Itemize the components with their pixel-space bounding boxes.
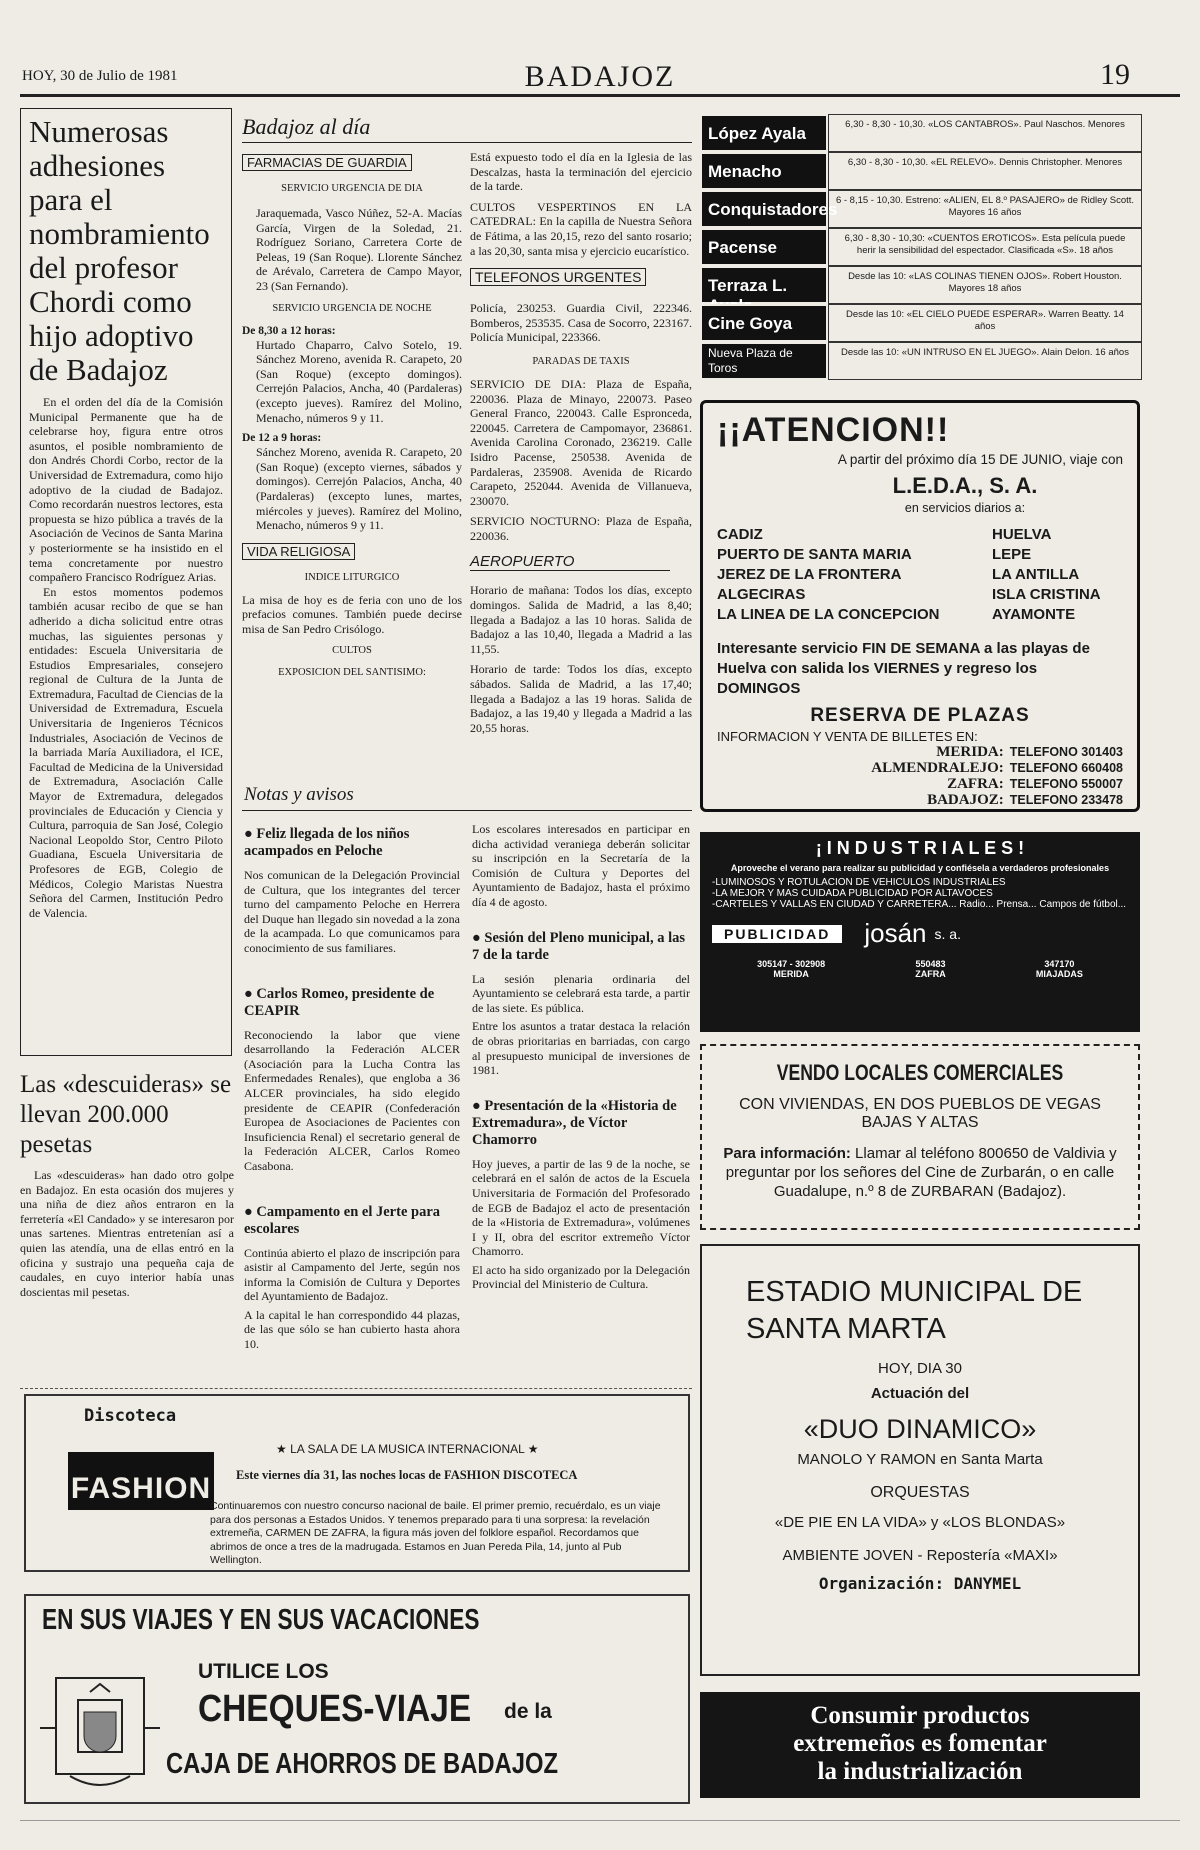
urgencia-noche: SERVICIO URGENCIA DE NOCHE — [272, 302, 432, 314]
cultos-col — [470, 150, 692, 735]
atencion-company: L.E.D.A., S. A. — [892, 473, 1038, 498]
estadio-org: Organización: DANYMEL — [818, 1574, 1022, 1593]
indice-text: La misa de hoy es de feria con uno de los prefacios comunes. También puede decirse misa de San Pedro Crisólogo. — [242, 592, 462, 636]
destination-city: CADIZ — [717, 526, 763, 543]
office-merida — [757, 959, 825, 979]
phone-number: TELEFONO 550007 — [1009, 777, 1123, 791]
urgencia-dia: SERVICIO URGENCIA DE DIA — [281, 183, 423, 194]
cheques-ad — [24, 1594, 690, 1804]
header-rule — [20, 94, 1180, 97]
industriales-l1: -LUMINOSOS Y ROTULACION DE VEHICULOS INDUSTRIALES — [712, 877, 1006, 888]
phone-row — [807, 744, 1123, 760]
bottom-rule — [20, 1820, 1180, 1821]
cheques-l4: CAJA DE AHORROS DE BADAJOZ — [166, 1748, 558, 1780]
aviso5-text-b: El acto ha sido organizado por la Delegación Provincial del Ministerio de Cultura. — [472, 1262, 690, 1292]
cinema-row — [700, 114, 1142, 152]
lead-title: Numerosas adhesiones para el nombramiento del profesor Chordi como hijo adoptivo de Badajoz — [29, 114, 210, 387]
publicidad-label: PUBLICIDAD — [712, 925, 842, 943]
phone-city: ALMENDRALEJO: — [871, 760, 1004, 776]
phone-row — [807, 792, 1123, 808]
aviso2-heading: ● Carlos Romeo, presidente de CEAPIR — [244, 985, 435, 1019]
cultos-heading: CULTOS — [332, 645, 372, 657]
estadio-bands: «DE PIE EN LA VIDA» y «LOS BLONDAS» — [774, 1514, 1066, 1531]
consumir-l1: Consumir productos — [810, 1702, 1030, 1729]
notas-rule — [242, 810, 692, 811]
destination-city: LA LINEA DE LA CONCEPCION — [717, 606, 940, 623]
josan-sa: s. a. — [934, 925, 961, 942]
estadio-duo: «DUO DINAMICO» — [803, 1414, 1037, 1444]
cinema-name: Conquistadores — [700, 190, 828, 228]
cinema-showtimes: Desde las 10: «LAS COLINAS TIENEN OJOS». Robert Houston. Mayores 18 años — [828, 266, 1142, 304]
cinema-row — [700, 342, 1142, 380]
seal-icon — [40, 1672, 160, 1796]
estadio-members: MANOLO Y RAMON en Santa Marta — [797, 1451, 1043, 1468]
discoteca-headline: ★ LA SALA DE LA MUSICA INTERNACIONAL ★ — [276, 1442, 539, 1456]
phone-number: TELEFONO 301403 — [1009, 745, 1123, 759]
indice-liturgico: INDICE LITURGICO — [304, 571, 400, 583]
office-miajadas-city: MIAJADAS — [1035, 969, 1083, 979]
header-city: BADAJOZ — [524, 60, 676, 93]
destination-city: AYAMONTE — [992, 606, 1076, 623]
phone-row — [807, 776, 1123, 792]
office-miajadas — [1036, 959, 1083, 979]
aviso2-heading-text: Carlos Romeo, presidente de CEAPIR — [244, 985, 435, 1019]
separator — [20, 1388, 692, 1389]
aviso4-heading: ● Sesión del Pleno municipal, a las 7 de la tarde — [472, 929, 686, 963]
locales-info — [718, 1144, 1122, 1201]
cinema-showtimes: 6,30 - 8,30 - 10,30. «LOS CANTABROS». Paul Naschos. Menores — [828, 114, 1142, 152]
cinema-row — [700, 228, 1142, 266]
phone-number: TELEFONO 233478 — [1009, 793, 1123, 807]
aviso3-heading-text: Campamento en el Jerte para escolares — [244, 1203, 441, 1237]
atencion-phones — [807, 744, 1123, 808]
taxis-noche: SERVICIO NOCTURNO: Plaza de España, 220036. — [470, 514, 692, 543]
cinema-name: Terraza L. — [700, 266, 828, 304]
page-number: 19 — [1100, 58, 1130, 91]
caja-seal — [40, 1672, 160, 1796]
consumir-l2: extremeños es fomentar — [793, 1730, 1047, 1757]
cheques-l3: CHEQUES-VIAJE — [198, 1688, 472, 1730]
phone-number: TELEFONO 660408 — [1009, 761, 1123, 775]
office-miajadas-tel: 347170 — [1044, 959, 1075, 969]
cheques-l3b: de la — [504, 1700, 552, 1723]
taxis-heading: PARADAS DE TAXIS — [532, 355, 630, 367]
cinema-listings — [700, 114, 1142, 378]
estadio-ad — [700, 1244, 1140, 1676]
cinema-showtimes: Desde las 10: «EL CIELO PUEDE ESPERAR». Warren Beatty. 14 años — [828, 304, 1142, 342]
aviso5-heading-text: Presentación de la «Historia de Extremadura», de Víctor Chamorro — [472, 1097, 677, 1148]
aviso4-text-b: Entre los asuntos a tratar destaca la relación de obras prioritarias en barriadas, con cargo al presupuesto municipal de inversiones de 1981. — [472, 1019, 690, 1078]
atencion-ad — [700, 400, 1140, 812]
industriales-ad — [700, 832, 1140, 1032]
industriales-l2: -LA MEJOR Y MAS CUIDADA PUBLICIDAD POR ALTAVOCES — [712, 888, 993, 899]
locales-info-text: Llamar al teléfono 800650 de Valdivia y preguntar por los señores del Cine de Zurbarán, o en calle Guadalupe, n.º 8 de ZURBARAN (Badajoz). — [725, 1145, 1117, 1200]
lead-article — [20, 108, 232, 1056]
cinema-row — [700, 304, 1142, 342]
descuideras-article — [20, 1070, 234, 1299]
aviso3-text-b: A la capital le han correspondido 44 plazas, de las que sólo se han cubierto hasta ahora 10. — [244, 1307, 460, 1352]
dia-rule — [242, 142, 692, 143]
destination-city: ALGECIRAS — [717, 586, 806, 603]
cinema-showtimes: 6,30 - 8,30 - 10,30: «CUENTOS EROTICOS». Esta película puede herir la sensibilidad del espectador. Clasificada «S». 18 años — [828, 228, 1142, 266]
aviso3-text: Continúa abierto el plazo de inscripción para asistir al Campamento del Jerte, según nos informa la Comisión de Cultura y Deportes del Ayuntamiento de Badajoz. — [244, 1245, 460, 1304]
consumir-ad — [700, 1692, 1140, 1798]
aviso1-text: Nos comunican de la Delegación Provincial de Cultura, que los integrantes del tercer turno del campamento Peloche en Herrera del Duque han llegado sin novedad a la zona de la acampada. Lo que comunicamos para conocimiento de sus familiares. — [244, 868, 460, 955]
cheques-l2: UTILICE LOS — [198, 1660, 329, 1683]
turno1-label: De 8,30 a 12 horas: — [242, 324, 336, 337]
estadio-ambiente: AMBIENTE JOVEN - Repostería «MAXI» — [782, 1547, 1058, 1564]
horario-manana: Horario de mañana: Todos los días, excepto domingos. Salida de Madrid, a las 8,40; llegada a Badajoz a las 10 horas. Salida de Badajoz a las 10,40, llegada a Madrid a las 11,55. — [470, 583, 692, 656]
header-date: HOY, 30 de Julio de 1981 — [22, 68, 178, 84]
atencion-info: INFORMACION Y VENTA DE BILLETES EN: — [717, 729, 978, 744]
locales-info-label: Para información: — [723, 1145, 851, 1162]
vida-religiosa-label: VIDA RELIGIOSA — [242, 543, 355, 560]
aviso5-heading: ● Presentación de la «Historia de Extremadura», de Víctor Chamorro — [472, 1097, 677, 1148]
locales-title: VENDO LOCALES COMERCIALES — [776, 1060, 1064, 1085]
locales-ad — [700, 1044, 1140, 1230]
cinema-row — [700, 266, 1142, 304]
cinema-row — [700, 152, 1142, 190]
josan-logo: josán — [864, 918, 927, 948]
telefonos-label: TELEFONOS URGENTES — [470, 268, 646, 286]
destination-city: LEPE — [992, 546, 1032, 563]
atencion-interes: Interesante servicio FIN DE SEMANA a las playas de Huelva con salida los VIERNES y regreso los DOMINGOS — [717, 640, 1090, 697]
descuideras-text: Las «descuideras» han dado otro golpe en Badajoz. En esta ocasión dos mujeres y una niña de diez años entraron en la ferretería «El Candado» y se interesaron por unas sartenes. Mientras entretenían así a quien las atendía, una de ellas entró en la oficina y sustrajo una pequeña caja de caudales, en cuyo interior había unas doscientas mil pesetas. — [20, 1168, 234, 1299]
discoteca-text: Continuaremos con nuestro concurso nacional de baile. El primer premio, recuérdalo, es un viaje para dos personas a Estados Unidos. Y tenemos preparado para ti una sorpresa: la revelación extremeña, CARMEN DE ZAFRA, la figura más joven del folklore español. Recordamos que abrimos de once a tres de la madrugada. Estamos en Juan Pereda Pila, 14, junto al Pub Wellington. — [210, 1500, 661, 1566]
estadio-orquestas: ORQUESTAS — [870, 1484, 970, 1501]
telefonos-text: Policía, 230253. Guardia Civil, 222346. Bomberos, 253535. Casa de Socorro, 223167. Policía Municipal, 223366. — [470, 301, 692, 345]
cheques-l1: EN SUS VIAJES Y EN SUS VACACIONES — [42, 1604, 480, 1636]
notas-col1 — [244, 826, 460, 1352]
lead-p1: En el orden del día de la Comisión Municipal Permanente que ha de celebrarse hoy, figura entre otros asuntos, el posible nombramiento de don Andrés Chordi Corbo, rector de la Universidad de Extremadura, como hijo adoptivo de la ciudad de Badajoz. Como recordarán nuestros lectores, esta propuesta se hizo pública a través de la Asociación de Vecinos de Santa Marina y posteriormente se ha insistido en el tema concretamente por nuestro compañero Francisco Rodríguez Arias. — [29, 395, 223, 585]
destination-city: PUERTO DE SANTA MARIA — [717, 546, 912, 563]
exposicion-heading: EXPOSICION DEL SANTISIMO: — [278, 667, 426, 679]
discoteca-label: Discoteca — [84, 1406, 177, 1426]
notas-col2 — [472, 822, 690, 1292]
exposicion-text: Está expuesto todo el día en la Iglesia de las Descalzas, hasta la terminación del ejercicio de la tarde. — [470, 150, 692, 194]
destination-city: ISLA CRISTINA — [992, 586, 1101, 603]
cultos-vespertinos: CULTOS VESPERTINOS EN LA CATEDRAL: En la capilla de Nuestra Señora de Fátima, a las 20,15, rezo del santo rosario; a las 20,30, santa misa y ejercicio eucarístico. — [470, 199, 692, 258]
dia-title: Badajoz al día — [242, 114, 371, 139]
industriales-l3: -CARTELES Y VALLAS EN CIUDAD Y CARRETERA... Radio... Prensa... Campos de fútbol... — [712, 899, 1127, 910]
cinema-name: López Ayala — [700, 114, 828, 152]
atencion-line1: A partir del próximo día 15 DE JUNIO, viaje con — [837, 452, 1123, 467]
cinema-showtimes: Desde las 10: «UN INTRUSO EN EL JUEGO». Alain Delon. 16 años — [828, 342, 1142, 380]
industriales-title: ¡ I N D U S T R I A L E S ! — [815, 838, 1025, 858]
phone-row — [807, 760, 1123, 776]
office-merida-city: MERIDA — [773, 969, 809, 979]
estadio-title: ESTADIO MUNICIPAL DE SANTA MARTA — [746, 1276, 1083, 1345]
fashion-logo: FASHION — [68, 1452, 214, 1510]
aviso4-text: La sesión plenaria ordinaria del Ayuntamiento se celebrará esta tarde, a partir de las siete. Es pública. — [472, 971, 690, 1015]
office-zafra-city: ZAFRA — [915, 969, 946, 979]
estadio-actuacion: Actuación del — [870, 1385, 970, 1402]
locales-sub: CON VIVIENDAS, EN DOS PUEBLOS DE VEGAS BAJAS Y ALTAS — [739, 1096, 1101, 1131]
phone-city: ZAFRA: — [947, 776, 1004, 792]
office-merida-tel: 305147 - 302908 — [757, 959, 826, 969]
consumir-l3: la industrialización — [817, 1758, 1023, 1785]
cinema-name: Pacense — [700, 228, 828, 266]
notas-title: Notas y avisos — [244, 784, 354, 805]
aviso3-heading: ● Campamento en el Jerte para escolares — [244, 1203, 441, 1237]
atencion-reserva: RESERVA DE PLAZAS — [810, 705, 1030, 726]
urgencia-dia-text: Jaraquemada, Vasco Núñez, 52-A. Macías García, Virgen de la Soledad, 21. Rodríguez Soriano, Carretera Corte de Peleas, 19 (San Roque). Llorente Sánchez de Arévalo, Carretera de Campo Mayor, 23 (San Fernando). — [256, 206, 462, 293]
cinema-showtimes: 6 - 8,15 - 10,30. Estreno: «ALIEN, EL 8.º PASAJERO» de Ridley Scott. Mayores 16 años — [828, 190, 1142, 228]
turno2-text: Sánchez Moreno, avenida R. Carapeto, 20 (San Roque) (excepto viernes, sábados y domingos). Cerrejón Palacios, Ancha, 40 (Pardaleras) (excepto lunes, martes, miércoles y jueves). Ramírez del Molino, Menacho, números 9 y 11. — [256, 445, 462, 533]
destination-city: HUELVA — [992, 526, 1052, 543]
atencion-title: ¡¡ATENCION!! — [717, 411, 950, 449]
cinema-showtimes: 6,30 - 8,30 - 10,30. «EL RELEVO». Dennis Christopher. Menores — [828, 152, 1142, 190]
office-zafra-tel: 550483 — [915, 959, 946, 969]
cinema-name: Cine Goya — [700, 304, 828, 342]
estadio-date: HOY, DIA 30 — [878, 1360, 962, 1377]
aeropuerto-label: AEROPUERTO — [470, 553, 670, 571]
farmacias-col — [242, 154, 462, 680]
atencion-cities — [717, 525, 1123, 625]
aviso1-heading-text: Feliz llegada de los niños acampados en Peloche — [244, 826, 410, 859]
destination-city: JEREZ DE LA FRONTERA — [717, 566, 902, 583]
taxis-text: SERVICIO DE DIA: Plaza de España, 220036. Plaza de Minayo, 220073. Paseo General Franco, 220043. Calle Espronceda, 220045. Carretera de Campomayor, 236861. Avenida Carolina Coronado, 236219. Calle Isidro Pacense, 250538. Avenida de Pardaleras, 235908. Avenida de Ricardo Carapeto, 252044. Avenida de Villanueva, 230070. — [470, 376, 692, 508]
atencion-servicios: en servicios diarios a: — [904, 501, 1026, 515]
destination-city: LA ANTILLA — [992, 566, 1080, 583]
aviso3-text-c: Los escolares interesados en participar en dicha actividad veraniega deberán solicitar su inscripción en la Secretaría de la Comisión de Cultura y Deportes del Ayuntamiento de Badajoz, hasta el próximo día 4 de agosto. — [472, 822, 690, 909]
cinema-name: Menacho — [700, 152, 828, 190]
aviso4-heading-text: Sesión del Pleno municipal, a las 7 de la tarde — [472, 929, 686, 963]
cinema-name: Nueva Plaza de Toros — [700, 342, 828, 380]
discoteca-ad — [24, 1394, 690, 1572]
cinema-row — [700, 190, 1142, 228]
aviso1-heading: ● Feliz llegada de los niños acampados en Peloche — [244, 826, 410, 859]
discoteca-sub: Este viernes día 31, las noches locas de FASHION DISCOTECA — [236, 1468, 578, 1482]
lead-p2: En estos momentos podemos también acusar recibo de que se han adherido a dicha solicitud entre otras muchas, las siguientes personas y entidades: Escuela Universitaria de Estudios Empresariales, consejero regional de Cultura de la Junta de Extremadura, Facultad de Ciencias de la Universidad de Extremadura, Escuela Universitaria de Ingenieros Técnicos Industriales, Asociación de Vecinos de la barriada María Auxiliadora, el ICE, Facultad de Medicina de la Universidad de Extremadura, Asociación Calle Mayor de Extremadura, delegados provinciales de Educación y Ciencia y Cultura, parroquia de San José, Colegio Nacional Leopoldo Stor, Centro Piloto Guadiana, Escuela Universitaria de Profesores de EGB, Colegio de Médicos, Colegio Maristas Nuestra Señora del Carmen, Institución Pedro de Valencia. — [29, 584, 223, 920]
horario-tarde: Horario de tarde: Todos los días, excepto sábados. Salida de Madrid, a las 17,40; llegada a Badajoz a las 19 horas. Salida de Badajoz, a las 19,40 y llegada a Madrid a las 20,55 horas. — [470, 662, 692, 735]
aviso5-text: Hoy jueves, a partir de las 9 de la noche, se celebrará en el salón de actos de la Escuela Universitaria de Formación del Profesorado de EGB de Badajoz el acto de presentación de la «Historia de Extremadura», volúmenes I y II, obra del escritor extremeño Víctor Chamorro. — [472, 1156, 690, 1259]
phone-city: MERIDA: — [936, 744, 1004, 760]
cities-col1 — [717, 525, 992, 625]
aviso2-text: Reconociendo la labor que viene desarrollando la Federación ALCER (Asociación para la Lucha Contra las Enfermedades Renales), que engloba a 36 ALCER provinciales, ha sido elegido presidente de CEAPIR (Confederación Europea de Asociaciones de Pacientes con Insuficiencia Renal) el secretario general de la Federación ALCER, Carlos Romeo Casabona. — [244, 1027, 460, 1173]
turno2-label: De 12 a 9 horas: — [242, 432, 322, 445]
cities-col2 — [992, 525, 1101, 625]
phone-city: BADAJOZ: — [927, 792, 1004, 808]
turno1-text: Hurtado Chaparro, Calvo Sotelo, 19. Sánchez Moreno, avenida R. Carapeto, 20 (San Roque) (excepto domingos). Cerrejón Palacios, Ancha, 40 (Pardaleras) (excepto jueves). Ramírez del Molino, Menacho, números 9 y 11. — [256, 337, 462, 425]
office-zafra — [915, 959, 946, 979]
industriales-sub: Aproveche el verano para realizar su publicidad y confiésela a verdaderos profesionales — [730, 863, 1110, 873]
descuideras-title: Las «descuideras» se llevan 200.000 pesetas — [20, 1071, 232, 1158]
farmacias-label: FARMACIAS DE GUARDIA — [242, 154, 412, 171]
